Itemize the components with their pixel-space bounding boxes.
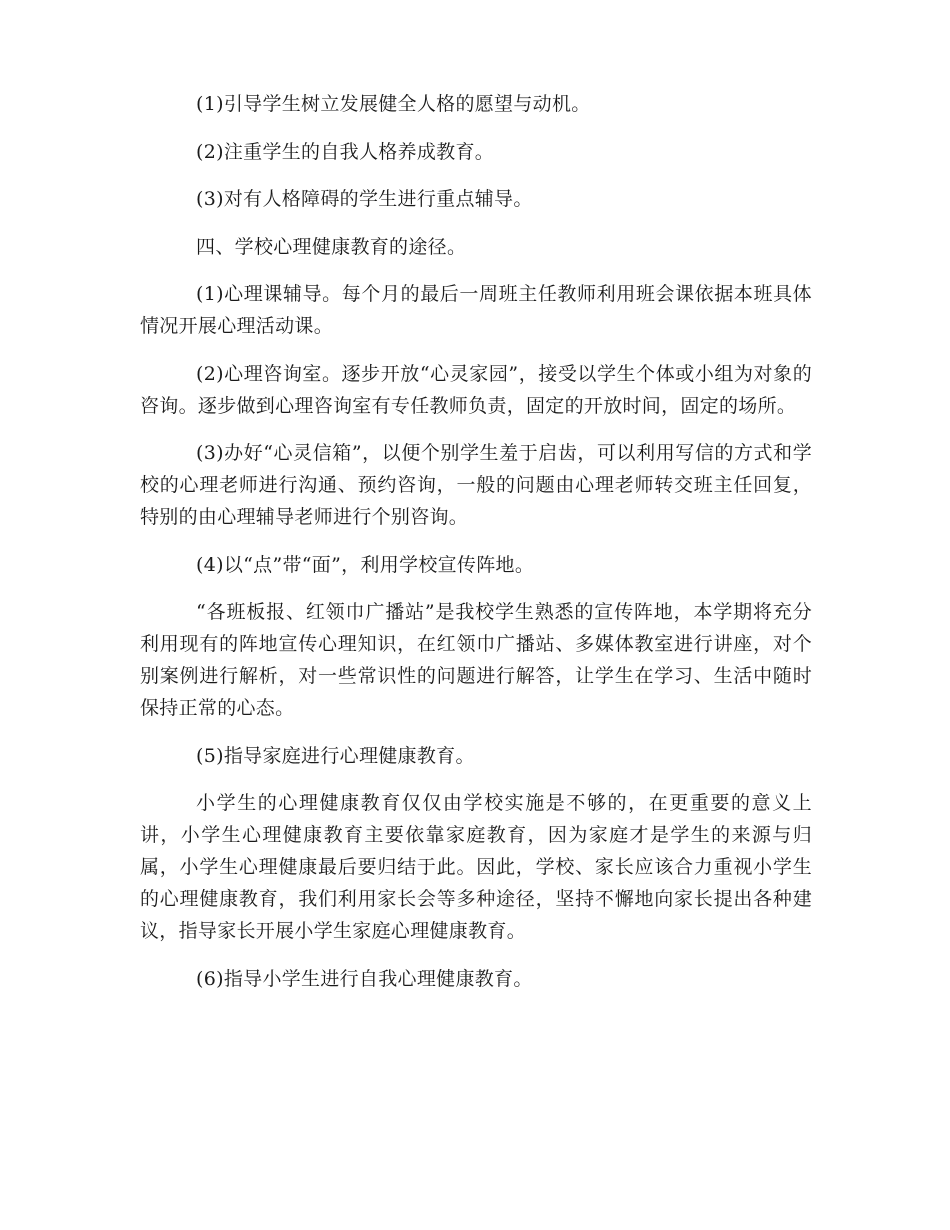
paragraph-key-guidance: (3)对有人格障碍的学生进行重点辅导。 [196,188,533,210]
paragraph-publicity: (4)以“点”带“面”，利用学校宣传阵地。 [196,553,535,576]
paragraph-mailbox: (3)办好“心灵信箱”，以便个别学生羞于启齿，可以利用写信的方式和学校的心理老师进行沟通、预约咨询，一般的问题由心理老师转交班主任回复，特别的由心理辅导老师进行个别咨询。 [140,442,812,528]
paragraph-broadcast: “各班板报、红领巾广播站”是我校学生熟悉的宣传阵地，本学期将充分利用现有的阵地宣传心理知识，在红领巾广播站、多媒体教室进行讲座，对个别案例进行解析，对一些常识性的问题进行解答，让学生在学习、生活中随时保持正常的心态。 [140,601,812,719]
paragraph-self-personality: (2)注重学生的自我人格养成教育。 [196,140,495,163]
paragraph-family-guidance: (5)指导家庭进行心理健康教育。 [196,744,475,767]
section-heading-approaches: 四、学校心理健康教育的途径。 [196,235,467,258]
paragraph-family-education: 小学生的心理健康教育仅仅由学校实施是不够的，在更重要的意义上讲，小学生心理健康教育主要依靠家庭教育，因为家庭才是学生的来源与归属，小学生心理健康最后要归结于此。因此，学校、家长应该合力重视小学生的心理健康教育，我们利用家长会等多种途径，坚持不懈地向家长提出各种建议，指导家长开展小学生家庭心理健康教育。 [140,792,812,942]
paragraph-counseling-room: (2)心理咨询室。逐步开放“心灵家园”，接受以学生个体或小组为对象的咨询。逐步做到心理咨询室有专任教师负责，固定的开放时间，固定的场所。 [140,362,812,417]
document-body [140,88,812,1010]
paragraph-personality-goal: (1)引导学生树立发展健全人格的愿望与动机。 [196,93,591,115]
paragraph-self-education: (6)指导小学生进行自我心理健康教育。 [196,967,533,990]
paragraph-psych-class: (1)心理课辅导。每个月的最后一周班主任教师利用班会课依据本班具体情况开展心理活动课。 [140,283,812,337]
